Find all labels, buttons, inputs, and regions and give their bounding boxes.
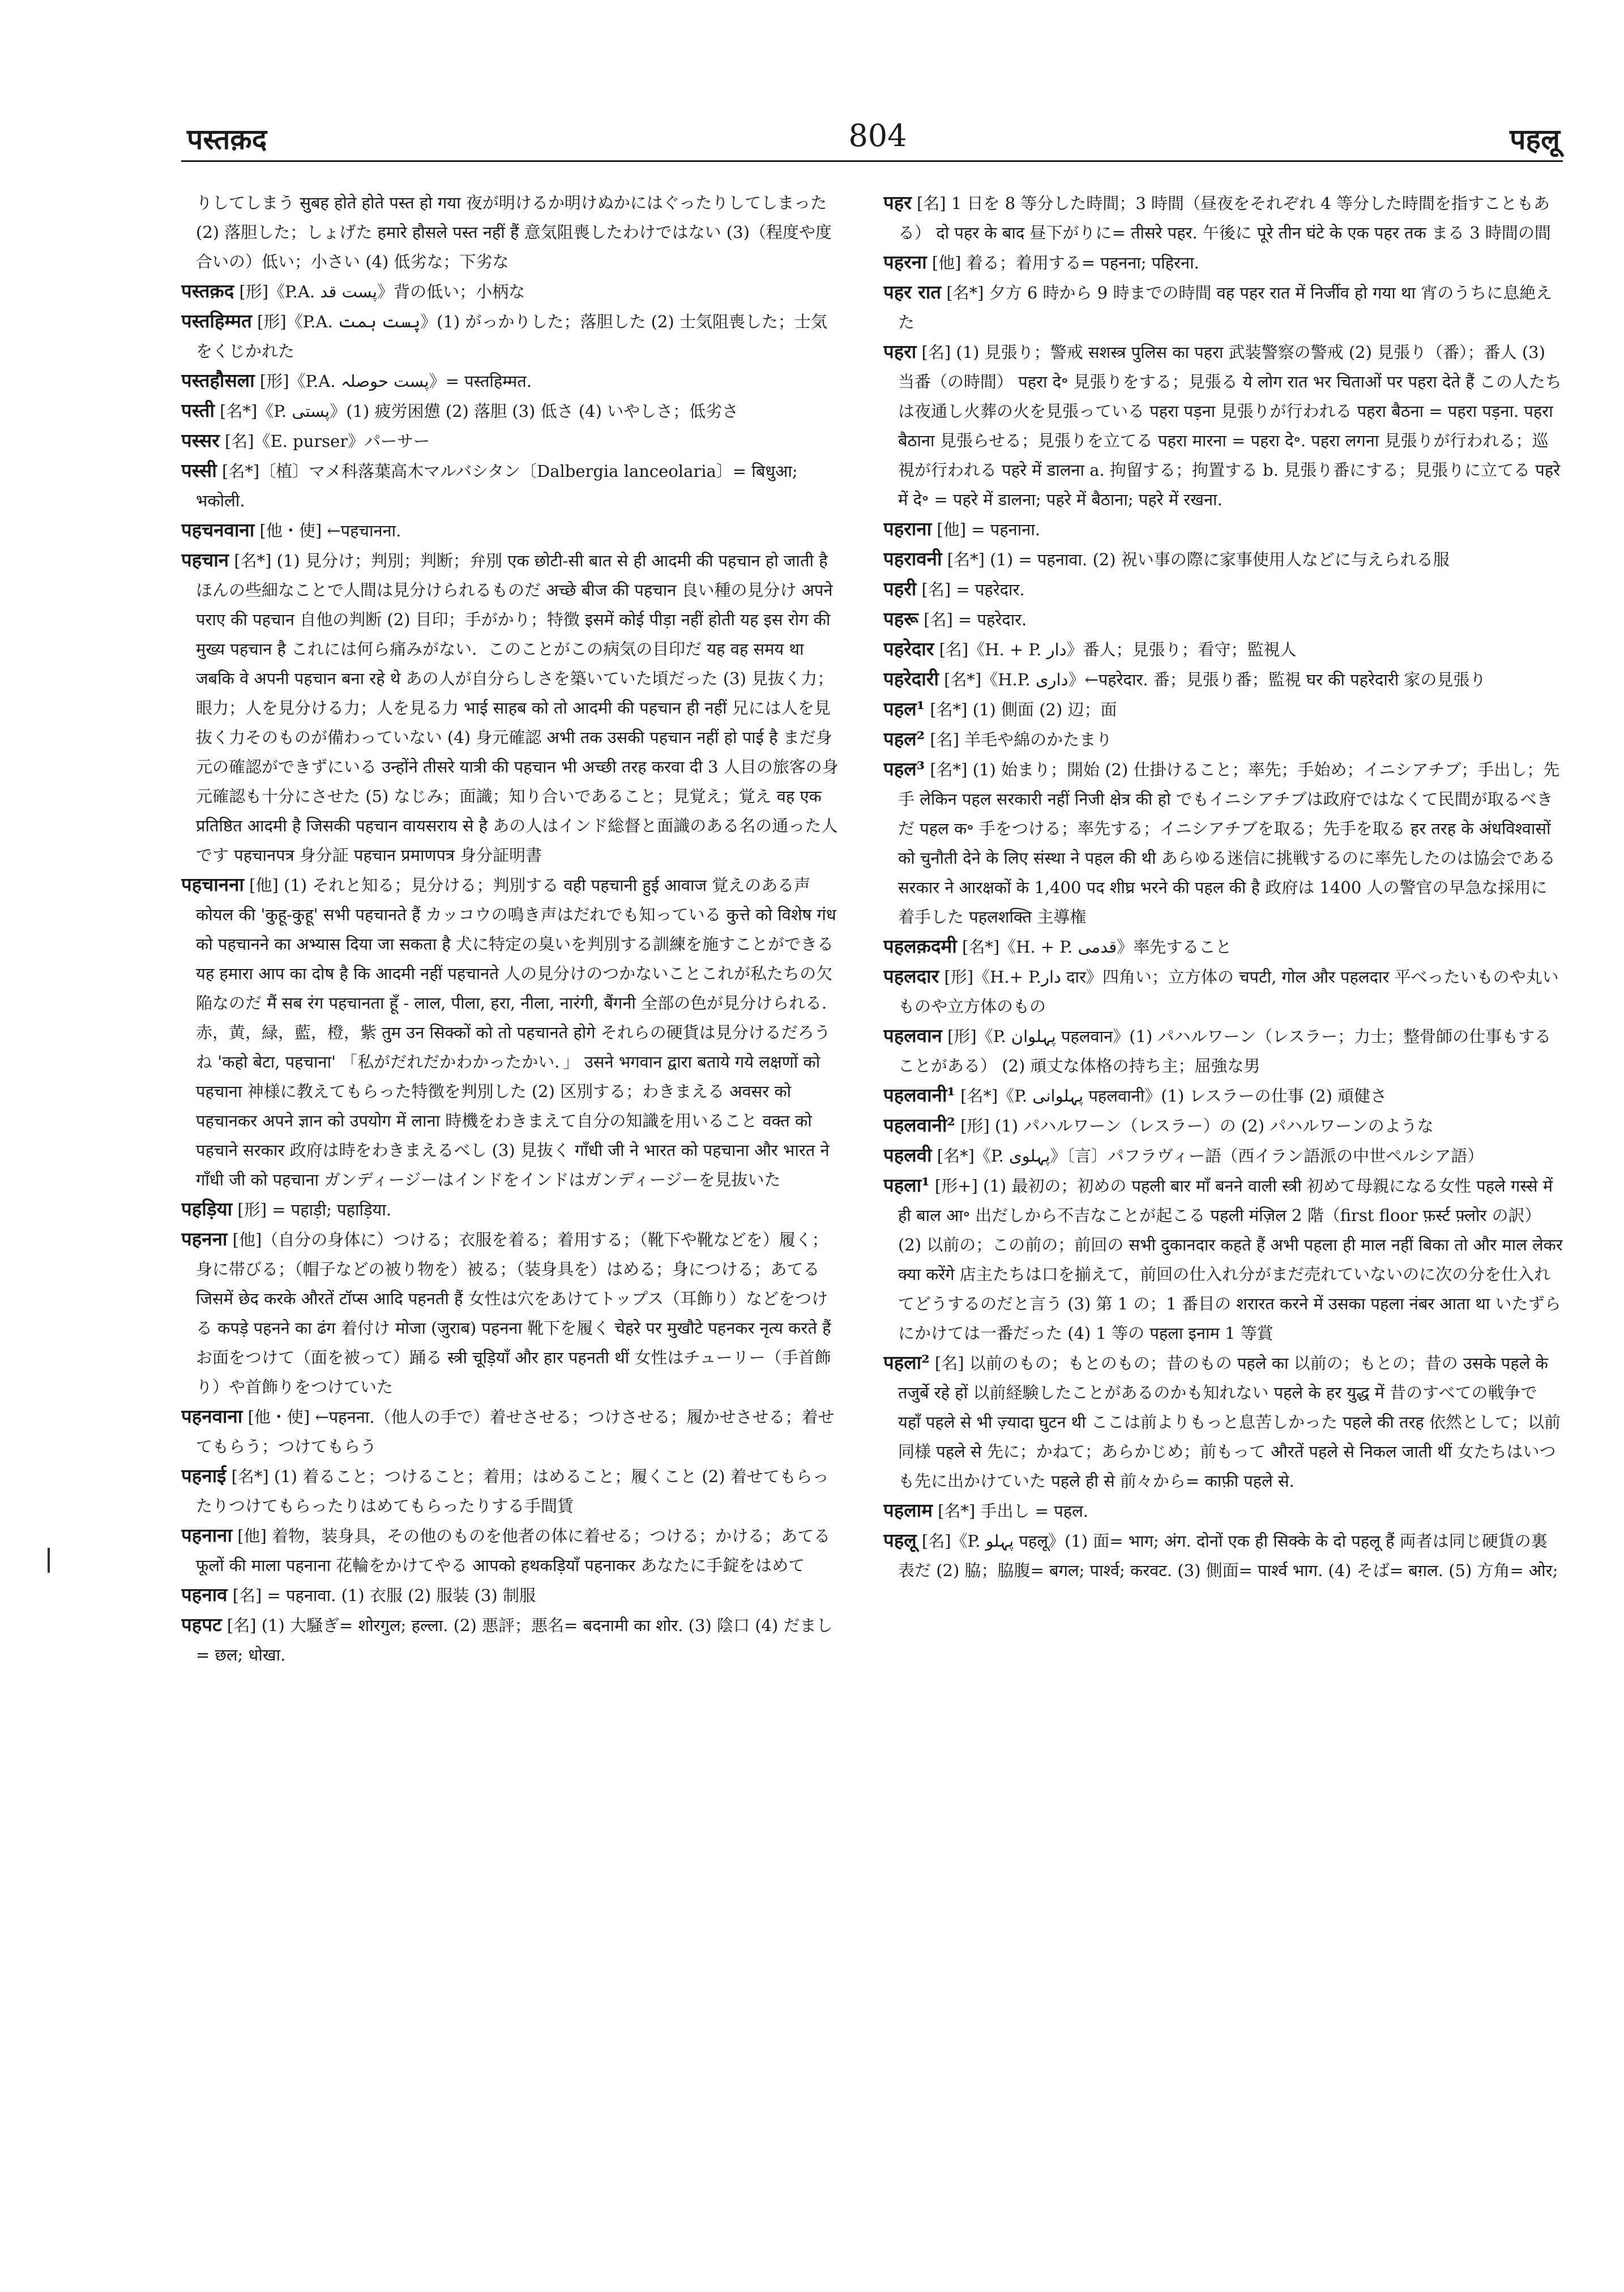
entry-headword: पहलवान bbox=[883, 1025, 942, 1047]
dictionary-entry bbox=[883, 574, 1563, 604]
dictionary-entry bbox=[181, 276, 843, 306]
dictionary-entry bbox=[181, 426, 843, 456]
entry-definition: [名*]《H.P. داری》←पहरेदार. 番；見張り番；監視 घर की पहरेदारी 家の見張り bbox=[944, 670, 1486, 689]
entry-definition: [形+] (1) 最初の；初めの पहली बार माँ बनने वाली स्त्री 初めて母親になる女性 पहले गस्से में ही बाल आ॰ 出だしから不吉なことが起こる पहली मंज़िल 2 階（first floor फ़र्स्ट फ़्लोर の訳） (2) 以前の；この前の；前回の सभी दुकानदार कहते हैं अभी पहला ही माल नहीं बिका तो और माल लेकर क्या करेंगे 店主たちは口を揃えて，前回の仕入れ分がまだ売れていないのに次の分を仕入れてどうするのだと言う (3) 第 1 の；1 番目の शरारत करने में उसका पहला नंबर आता था いたずらにかけては一番だった (4) 1 等の पहला इनाम 1 等賞 bbox=[898, 1176, 1563, 1343]
entry-definition: [名*]《P. پہلوانی पहलवानी》(1) レスラーの仕事 (2) 頑健さ bbox=[960, 1086, 1387, 1106]
entry-definition: [形]《P.A. پست ہمت》(1) がっかりした；落胆した (2) 士気阻喪した；士気をくじかれた bbox=[196, 312, 827, 361]
entry-headword: पहनना bbox=[181, 1228, 228, 1250]
dictionary-entry bbox=[883, 514, 1563, 544]
entry-headword: पहर रात bbox=[883, 281, 942, 303]
right-column bbox=[883, 188, 1563, 2272]
entry-definition: [他] 着る；着用する= पहनना; पहिरना. bbox=[931, 253, 1199, 272]
dictionary-entry bbox=[883, 754, 1563, 932]
dictionary-entry bbox=[883, 1021, 1563, 1081]
entry-definition: [名]《H. + P. دار》番人；見張り；看守；監視人 bbox=[939, 640, 1297, 659]
page-number: 804 bbox=[848, 118, 907, 153]
entry-definition: [名] 羊毛や綿のかたまり bbox=[930, 730, 1113, 749]
entry-headword: पहरावनी bbox=[883, 548, 942, 570]
entry-definition: [名*] (1) = पहनावा. (2) 祝い事の際に家事使用人などに与えられる服 bbox=[947, 550, 1450, 569]
dictionary-entry bbox=[883, 932, 1563, 962]
entry-headword: पहल² bbox=[883, 728, 925, 750]
dictionary-entry bbox=[883, 247, 1563, 278]
entry-headword: पहरेदार bbox=[883, 638, 934, 660]
dictionary-entry bbox=[181, 1402, 843, 1461]
entry-headword: पहनाई bbox=[181, 1465, 226, 1487]
dictionary-entry bbox=[883, 1526, 1563, 1585]
entry-definition: [他] = पहनाना. bbox=[937, 520, 1041, 539]
entry-definition: [名] = पहनावा. (1) 衣服 (2) 服装 (3) 制服 bbox=[232, 1586, 536, 1605]
dictionary-entry bbox=[181, 1580, 843, 1610]
entry-headword: पहनवाना bbox=[181, 1405, 243, 1427]
dictionary-entry bbox=[181, 870, 843, 1194]
dictionary-entry bbox=[883, 1496, 1563, 1526]
dictionary-entry bbox=[181, 545, 843, 870]
entry-headword: पहलदार bbox=[883, 965, 939, 987]
entry-headword: पहड़िया bbox=[181, 1198, 233, 1220]
entry-headword: पहलक़दमी bbox=[883, 935, 957, 957]
entry-definition: [他・使] ←पहचानना. bbox=[259, 521, 401, 540]
dictionary-entry bbox=[181, 1194, 843, 1224]
entry-headword: पहपट bbox=[181, 1614, 222, 1636]
entry-definition: [名] = पहरेदार. bbox=[924, 610, 1027, 629]
entry-headword: पहचान bbox=[181, 549, 229, 571]
dictionary-entry bbox=[883, 724, 1563, 754]
entry-definition: [他]（自分の身体に）つける；衣服を着る；着用する；（靴下や靴などを）履く；身に帯びる；（帽子などの被り物を）被る；（装身具を）はめる；身につける；あてる जिसमें छेद करके औरतें टॉप्स आदि पहनती हैं 女性は穴をあけてトップス（耳飾り）などをつける कपड़े पहनने का ढंग 着付け मोजा (जुराब) पहनना 靴下を履く चेहरे पर मुखौटे पहनकर नृत्य करते हैं お面をつけて（面を被って）踊る स्त्री चूड़ियाँ और हार पहनती थीं 女性はチューリー（手首飾り）や首飾りをつけていた bbox=[196, 1230, 831, 1397]
dictionary-entry bbox=[181, 306, 843, 366]
dictionary-entry bbox=[883, 1141, 1563, 1171]
entry-definition: [形] (1) パハルワーン（レスラー）の (2) パハルワーンのような bbox=[960, 1116, 1434, 1136]
dictionary-entry bbox=[181, 366, 843, 396]
entry-headword: पहलाम bbox=[883, 1499, 933, 1521]
dictionary-entry bbox=[883, 337, 1563, 514]
entry-definition: [形]《P.A. پست حوصلہ》= पस्तहिम्मत. bbox=[259, 372, 532, 391]
dictionary-entry bbox=[883, 604, 1563, 634]
entry-headword: पहलू bbox=[883, 1529, 917, 1551]
entry-headword: पहरू bbox=[883, 608, 918, 630]
entry-definition: [名]《P. پہلو पहलू》(1) 面= भाग; अंग. दोनों एक ही सिक्के के दो पहलू हैं 両者は同じ硬貨の裏表だ (2) 脇；脇腹= बगल; पार्श्व; करवट. (3) 側面= पार्श्व भाग. (4) そば= बग़ल. (5) 方角= ओर; bbox=[898, 1531, 1558, 1580]
dictionary-entry bbox=[883, 634, 1563, 664]
dictionary-entry bbox=[883, 962, 1563, 1021]
entry-definition: [名] 1 日を 8 等分した時間；3 時間（昼夜をそれぞれ 4 等分した時間を指すこともある） दो पहर के बाद 昼下がりに= तीसरे पहर. 午後に पूरे तीन घंटे के एक पहर तक まる 3 時間の間 bbox=[898, 194, 1551, 242]
entry-headword: पहनाव bbox=[181, 1584, 228, 1606]
page-header bbox=[0, 0, 1624, 164]
entry-definition: [名*]《P. پستی》(1) 疲労困憊 (2) 落胆 (3) 低さ (4) いやしさ；低劣さ bbox=[220, 402, 739, 421]
entry-definition: りしてしまう सुबह होते होते पस्त हो गया 夜が明けるか明けぬかにはぐったりしてしまった (2) 落胆した；しょげた हमारे हौसले पस्त नहीं हैं 意気阻喪したわけではない (3)（程度や度合いの）低い；小さい (4) 低劣な；下劣な bbox=[196, 193, 832, 271]
entry-headword: पस्ती bbox=[181, 399, 215, 421]
entry-headword: पस्तक़द bbox=[181, 280, 234, 302]
entry-definition: [名] (1) 大騒ぎ= शोरगुल; हल्ला. (2) 悪評；悪名= बदनामी का शोर. (3) 陰口 (4) だまし= छल; धोखा. bbox=[196, 1616, 833, 1664]
right-guide-word: पहलू bbox=[1510, 122, 1560, 156]
dictionary-entry bbox=[181, 396, 843, 426]
left-column bbox=[181, 188, 843, 2272]
dictionary-entry bbox=[883, 664, 1563, 694]
entry-headword: पहल³ bbox=[883, 758, 925, 780]
entry-headword: पहचनवाना bbox=[181, 519, 255, 541]
entry-headword: पहला² bbox=[883, 1351, 930, 1373]
entry-definition: [他] 着物，装身具，その他のものを他者の体に着せる；つける；かける；あてる फूलों की माला पहनाना 花輪をかけてやる आपको हथकड़ियाँ पहनाकर あなたに手錠をはめて bbox=[196, 1526, 831, 1575]
entry-definition: [名]《E. purser》パーサー bbox=[224, 432, 430, 451]
margin-mark bbox=[48, 1548, 50, 1573]
dictionary-entry bbox=[181, 188, 843, 276]
entry-definition: [形]《P.A. پست قد》背の低い；小柄な bbox=[239, 282, 525, 301]
entry-definition: [形] = पहाड़ी; पहाड़िया. bbox=[237, 1200, 392, 1219]
entry-headword: पस्सी bbox=[181, 459, 217, 481]
entry-definition: [名*] (1) 着ること；つけること；着用；はめること；履くこと (2) 着せてもらったりつけてもらったりはめてもらったりする手間賃 bbox=[196, 1467, 829, 1516]
entry-definition: [他・使] ←पहनना.（他人の手で）着せさせる；つけさせる；履かせさせる；着せてもらう；つけてもらう bbox=[196, 1407, 835, 1456]
entry-definition: [名] 以前のもの；もとのもの；昔のもの पहले का 以前の；もとの；昔の उसके पहले के तजुर्बे रहे हों 以前経験したことがあるのかも知れない पहले के हर युद्ध में 昔のすべての戦争で यहाँ पहले से भी ज़्यादा घुटन थी ここは前よりもっと息苦しかった पहले की तरह 依然として；以前同様 पहले से 先に；かねて；あらかじめ；前もって औरतें पहले से निकल जाती थीं 女たちはいつも先に出かけていた पहले ही से 前々から= काफ़ी पहले से. bbox=[898, 1354, 1561, 1491]
entry-headword: पस्सर bbox=[181, 429, 220, 451]
entry-definition: [名*]〔植〕マメ科落葉高木マルバシタン〔Dalbergia lanceolaria〕= बिधुआ; भकोली. bbox=[196, 462, 798, 510]
entry-definition: [名*] 夕方 6 時から 9 時までの時間 वह पहर रात में निर्जीव हो गया था 宵のうちに息絶えた bbox=[898, 283, 1553, 332]
entry-headword: पहर bbox=[883, 191, 912, 214]
entry-definition: [他] (1) それと知る；見分ける；判別する वही पहचानी हुई आवाज 覚えのある声 कोयल की 'कुहू-कुहू' सभी पहचानते हैं カッコウの鳴き声はだれでも知っている कुत्ते को विशेष गंध को पहचानने का अभ्यास दिया जा सकता है 犬に特定の臭いを判別する訓練を施すことができる यह हमारा आप का दोष है कि आदमी नहीं पहचानते 人の見分けのつかないことこれが私たちの欠陥なのだ मैं सब रंग पहचानता हूँ - लाल, पीला, हरा, नीला, नारंगी, बैंगनी 全部の色が見分けられる．赤，黄，緑，藍，橙，紫 तुम उन सिक्कों को तो पहचानते होगे それらの硬貨は見分けるだろうね 'कहो बेटा, पहचाना' 「私がだれだかわかったかい．」 उसने भगवान द्वारा बताये गये लक्षणों को पहचाना 神様に教えてもらった特徴を判別した (2) 区別する；わきまえる अवसर को पहचानकर अपने ज्ञान को उपयोग में लाना 時機をわきまえて自分の知識を用いること वक्त को पहचाने सरकार 政府は時をわきまえるべし (3) 見抜く गाँधी जी ने भारत को पहचाना और भारत ने गाँधी जी को पहचाना ガンディージーはインドをインドはガンディージーを見抜いた bbox=[196, 876, 839, 1189]
entry-headword: पहचानना bbox=[181, 873, 244, 895]
dictionary-entry bbox=[883, 1171, 1563, 1348]
dictionary-entry bbox=[883, 544, 1563, 574]
entry-definition: [形]《H.+ P.دار दार》四角い；立方体の चपटी, गोल और पहलदार 平べったいものや丸いものや立方体のもの bbox=[898, 967, 1559, 1016]
dictionary-entry bbox=[883, 1111, 1563, 1141]
left-guide-word: पस्तक़द bbox=[187, 122, 267, 156]
entry-headword: पहनाना bbox=[181, 1524, 232, 1546]
entry-headword: पहलवानी¹ bbox=[883, 1084, 955, 1106]
dictionary-entry bbox=[883, 694, 1563, 724]
entry-headword: पहलवी bbox=[883, 1144, 932, 1166]
dictionary-entry bbox=[883, 1081, 1563, 1111]
entry-headword: पहल¹ bbox=[883, 698, 925, 720]
dictionary-entry bbox=[883, 188, 1563, 247]
dictionary-entry bbox=[181, 1224, 843, 1402]
entry-definition: [名*]《P. پہلوی》〔言〕パフラヴィー語（西イラン語派の中世ペルシア語） bbox=[937, 1146, 1484, 1166]
entry-headword: पहराना bbox=[883, 518, 932, 540]
entry-headword: पहला¹ bbox=[883, 1174, 930, 1196]
entry-headword: पहरना bbox=[883, 251, 927, 273]
entry-definition: [名] (1) 見張り；警戒 सशस्त्र पुलिस का पहरा 武装警察の警戒 (2) 見張り（番）；番人 (3) 当番（の時間） पहरा दे॰ 見張りをする；見張る ये लोग रात भर चिताओं पर पहरा देते हैं この人たちは夜通し火葬の火を見張っている पहरा पड़ना 見張りが行われる पहरा बैठना = पहरा पड़ना. पहरा बैठाना 見張らせる；見張りを立てる पहरा मारना = पहरा दे॰. पहरा लगना 見張りが行われる；巡視が行われる पहरे में डालना a. 拘留する；拘置する b. 見張り番にする；見張りに立てる पहरे में दे॰ = पहरे में डालना; पहरे में बैठाना; पहरे में रखना. bbox=[898, 343, 1562, 509]
dictionary-entry bbox=[883, 1348, 1563, 1496]
dictionary-entry bbox=[181, 456, 843, 515]
entry-headword: पहरी bbox=[883, 578, 917, 600]
entry-definition: [名*] (1) 側面 (2) 辺；面 bbox=[930, 700, 1117, 719]
entry-definition: [名*] (1) 始まり；開始 (2) 仕掛けること；率先；手始め；イニシアチブ；手出し；先手 लेकिन पहल सरकारी नहीं निजी क्षेत्र की हो でもイニシアチブは政府ではなくて民間が取るべきだ पहल क॰ 手をつける；率先する；イニシアチブを取る；先手を取る हर तरह के अंधविश्वासों को चुनौती देने के लिए संस्था ने पहल की थी あらゆる迷信に挑戦するのに率先したのは協会である सरकार ने आरक्षकों के 1,400 पद शीघ्र भरने की पहल की है 政府は 1400 人の警官の早急な採用に着手した पहलशक्ति 主導権 bbox=[898, 760, 1560, 927]
entry-definition: [名*] (1) 見分け；判別；判断；弁別 एक छोटी-सी बात से ही आदमी की पहचान हो जाती है ほんの些細なことで人間は見分けられるものだ अच्छे बीज की पहचान 良い種の見分け अपने पराए की पहचान 自他の判断 (2) 目印；手がかり；特徴 इसमें कोई पीड़ा नहीं होती यह इस रोग की मुख्य पहचान है これには何ら痛みがない．このことがこの病気の目印だ यह वह समय था जबकि वे अपनी पहचान बना रहे थे あの人が自分らしさを築いていた頃だった (3) 見抜く力；眼力；人を見分ける力；人を見る力 भाई साहब को तो आदमी की पहचान ही नहीं 兄には人を見抜く力そのものが備わっていない (4) 身元確認 अभी तक उसकी पहचान नहीं हो पाई है まだ身元の確認ができずにいる उन्होंने तीसरे यात्री की पहचान भी अच्छी तरह करवा दी 3 人目の旅客の身元確認も十分にさせた (5) なじみ；面識；知り合いであること；見覚え；覚え वह एक प्रतिष्ठित आदमी है जिसकी पहचान वायसराय से है あの人はインド総督と面識のある名の通った人です पहचानपत्र 身分証 पहचान प्रमाणपत्र 身分証明書 bbox=[196, 551, 839, 865]
entry-definition: [名] = पहरेदार. bbox=[921, 580, 1025, 599]
dictionary-entry bbox=[181, 515, 843, 545]
entry-headword: पस्तहौसला bbox=[181, 369, 255, 391]
dictionary-entry bbox=[181, 1521, 843, 1580]
dictionary-entry bbox=[181, 1610, 843, 1670]
entry-headword: पहरा bbox=[883, 340, 917, 362]
entry-definition: [形]《P. پہلوان पहलवान》(1) パハルワーン（レスラー；力士；整骨師の仕事もすることがある） (2) 頑丈な体格の持ち主；屈強な男 bbox=[898, 1027, 1552, 1075]
entry-definition: [名*] 手出し = पहल. bbox=[938, 1501, 1088, 1521]
dictionary-entry bbox=[181, 1461, 843, 1521]
entry-definition: [名*]《H. + P. قدمی》率先すること bbox=[962, 937, 1232, 957]
dictionary-entry bbox=[883, 278, 1563, 337]
entry-headword: पस्तहिम्मत bbox=[181, 310, 252, 332]
header-rule bbox=[181, 160, 1563, 162]
entry-headword: पहलवानी² bbox=[883, 1114, 955, 1136]
entry-headword: पहरेदारी bbox=[883, 668, 939, 690]
